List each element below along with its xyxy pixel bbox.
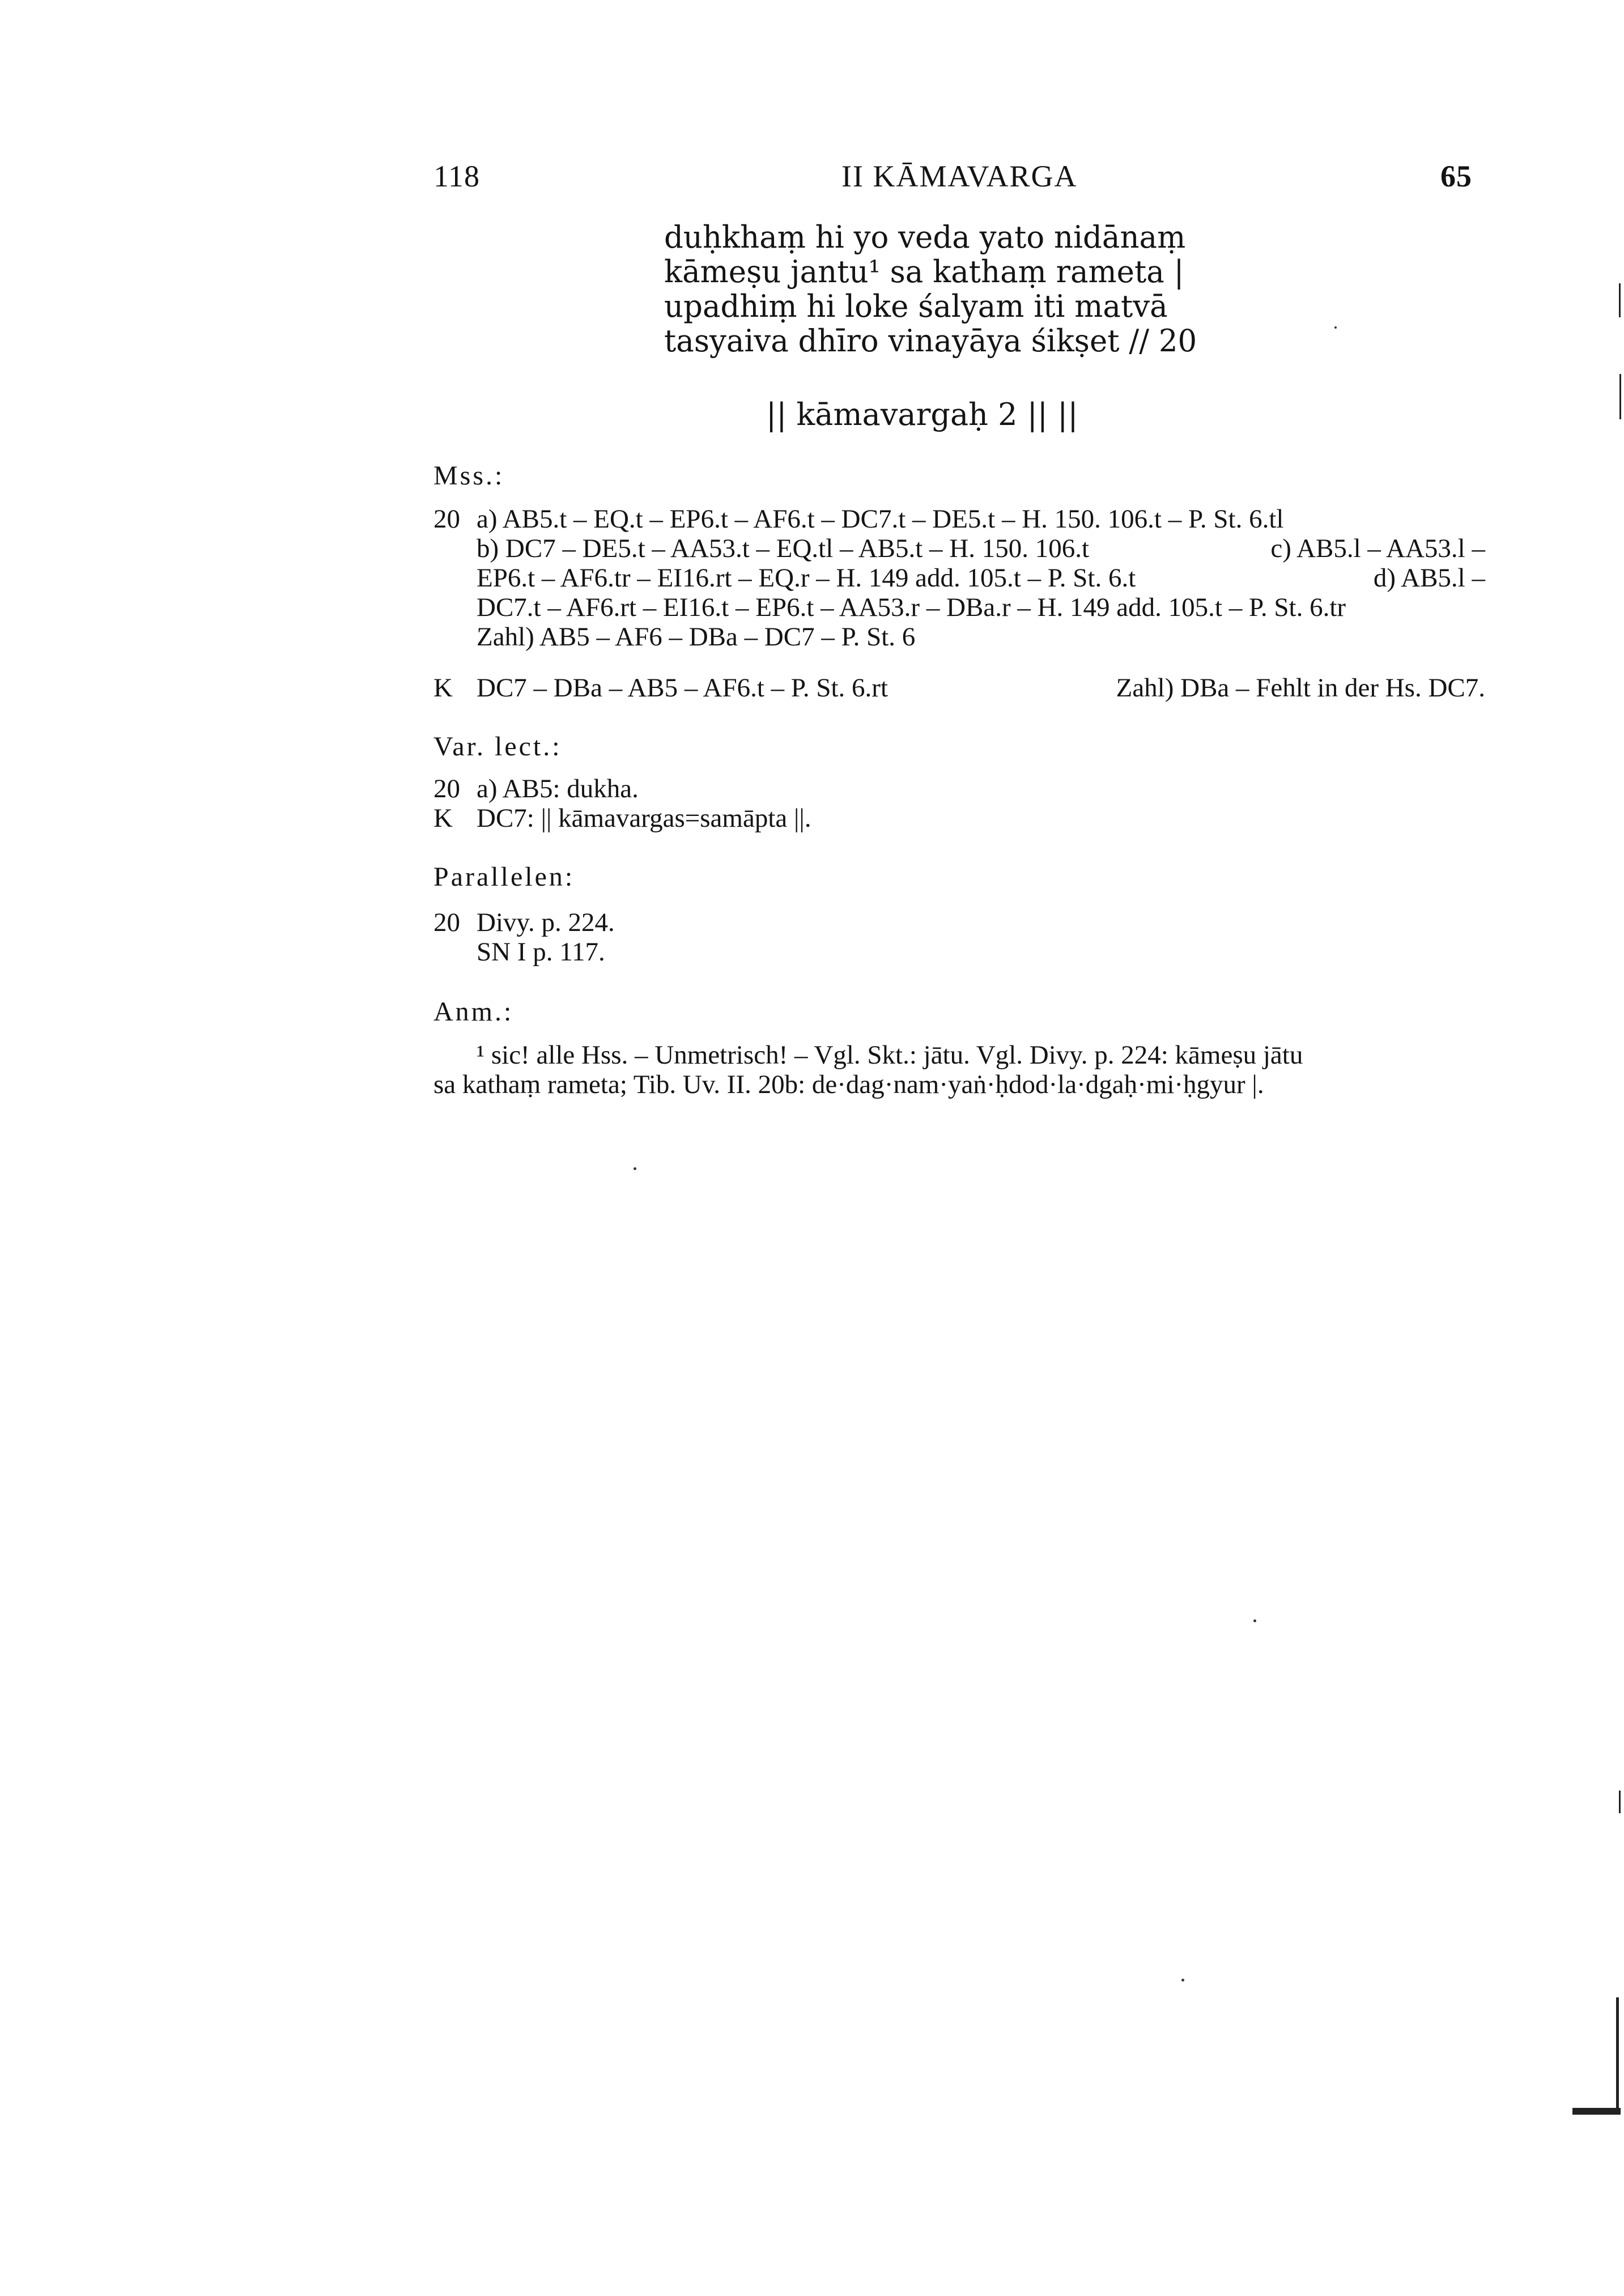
mss-text: Zahl) DBa – Fehlt in der Hs. DC7. xyxy=(1116,673,1485,703)
mss-k-entry xyxy=(433,673,1485,703)
verse-line: duḥkhaṃ hi yo veda yato nidānaṃ xyxy=(664,219,1186,255)
mss-line xyxy=(433,622,1485,652)
var-lect-heading: Var. lect.: xyxy=(433,732,562,762)
margin-mark xyxy=(1619,283,1621,317)
mss-text: d) AB5.l – xyxy=(1373,563,1485,593)
running-title: II KĀMAVARGA xyxy=(841,159,1078,193)
entry-label: K xyxy=(433,673,453,703)
chapter-colophon: || kāmavargaḥ 2 || || xyxy=(766,397,1078,432)
anm-heading: Anm.: xyxy=(433,997,514,1027)
anm-note xyxy=(433,1040,1303,1099)
note-text: sa kathaṃ rameta; Tib. Uv. II. 20b: de·dag·nam·yaṅ·ḥdod·la·dgaḥ·mi·ḥgyur |. xyxy=(433,1070,1264,1099)
right-number: 65 xyxy=(1440,159,1472,193)
verse-line: tasyaiva dhīro vinayāya śikṣet // 20 xyxy=(664,323,1197,359)
note-line xyxy=(433,1070,1303,1099)
margin-mark xyxy=(1619,1791,1621,1813)
mss-line xyxy=(433,504,1485,534)
mss-line xyxy=(433,673,1485,703)
parallel-entry xyxy=(433,908,615,937)
scan-speck xyxy=(634,1167,636,1170)
parallelen-entries xyxy=(433,908,615,967)
var-lect-entry xyxy=(433,774,811,803)
left-page-number: 118 xyxy=(433,159,480,193)
mss-text: DC7.t – AF6.rt – EI16.t – EP6.t – AA53.r – DBa.r – H. 149 add. 105.t – P. St. 6.tr xyxy=(477,593,1346,622)
entry-label: 20 xyxy=(433,774,460,803)
margin-mark xyxy=(1572,2108,1621,2115)
mss-line xyxy=(433,534,1485,563)
parallel-entry xyxy=(433,937,615,967)
mss-entry xyxy=(433,504,1485,652)
mss-text: Zahl) AB5 – AF6 – DBa – DC7 – P. St. 6 xyxy=(477,622,916,652)
entry-label: K xyxy=(433,803,453,833)
entry-text: a) AB5: dukha. xyxy=(477,774,639,803)
mss-line xyxy=(433,593,1485,622)
scan-speck xyxy=(1334,326,1337,329)
margin-mark xyxy=(1619,374,1621,419)
entry-number: 20 xyxy=(433,504,460,534)
mss-text: DC7 – DBa – AB5 – AF6.t – P. St. 6.rt xyxy=(477,673,888,703)
var-lect-entry xyxy=(433,803,811,833)
mss-line xyxy=(433,563,1485,593)
entry-label: 20 xyxy=(433,908,460,937)
verse-block xyxy=(664,220,1197,358)
var-lect-entries xyxy=(433,774,811,833)
margin-mark xyxy=(1616,1997,1619,2111)
verse-line: kāmeṣu jantu¹ sa kathaṃ rameta | xyxy=(664,254,1184,290)
note-text: ¹ sic! alle Hss. – Unmetrisch! – Vgl. Skt.: jātu. Vgl. Divy. p. 224: kāmeṣu jātu xyxy=(477,1040,1303,1070)
mss-text: b) DC7 – DE5.t – AA53.t – EQ.tl – AB5.t – H. 150. 106.t xyxy=(477,534,1090,563)
note-line xyxy=(433,1040,1303,1070)
scan-speck xyxy=(1181,1979,1184,1982)
verse-line: upadhiṃ hi loke śalyam iti matvā xyxy=(664,288,1168,324)
mss-text: EP6.t – AF6.tr – EI16.rt – EQ.r – H. 149 add. 105.t – P. St. 6.t xyxy=(477,563,1136,593)
entry-text: DC7: || kāmavargas=samāpta ||. xyxy=(477,803,811,833)
scan-speck xyxy=(1253,1619,1256,1622)
mss-text: c) AB5.l – AA53.l – xyxy=(1270,534,1485,563)
mss-heading: Mss.: xyxy=(433,461,505,491)
mss-text: a) AB5.t – EQ.t – EP6.t – AF6.t – DC7.t – DE5.t – H. 150. 106.t – P. St. 6.tl xyxy=(477,504,1284,534)
entry-text: Divy. p. 224. xyxy=(477,908,615,937)
entry-text: SN I p. 117. xyxy=(477,937,605,967)
parallelen-heading: Parallelen: xyxy=(433,862,575,892)
